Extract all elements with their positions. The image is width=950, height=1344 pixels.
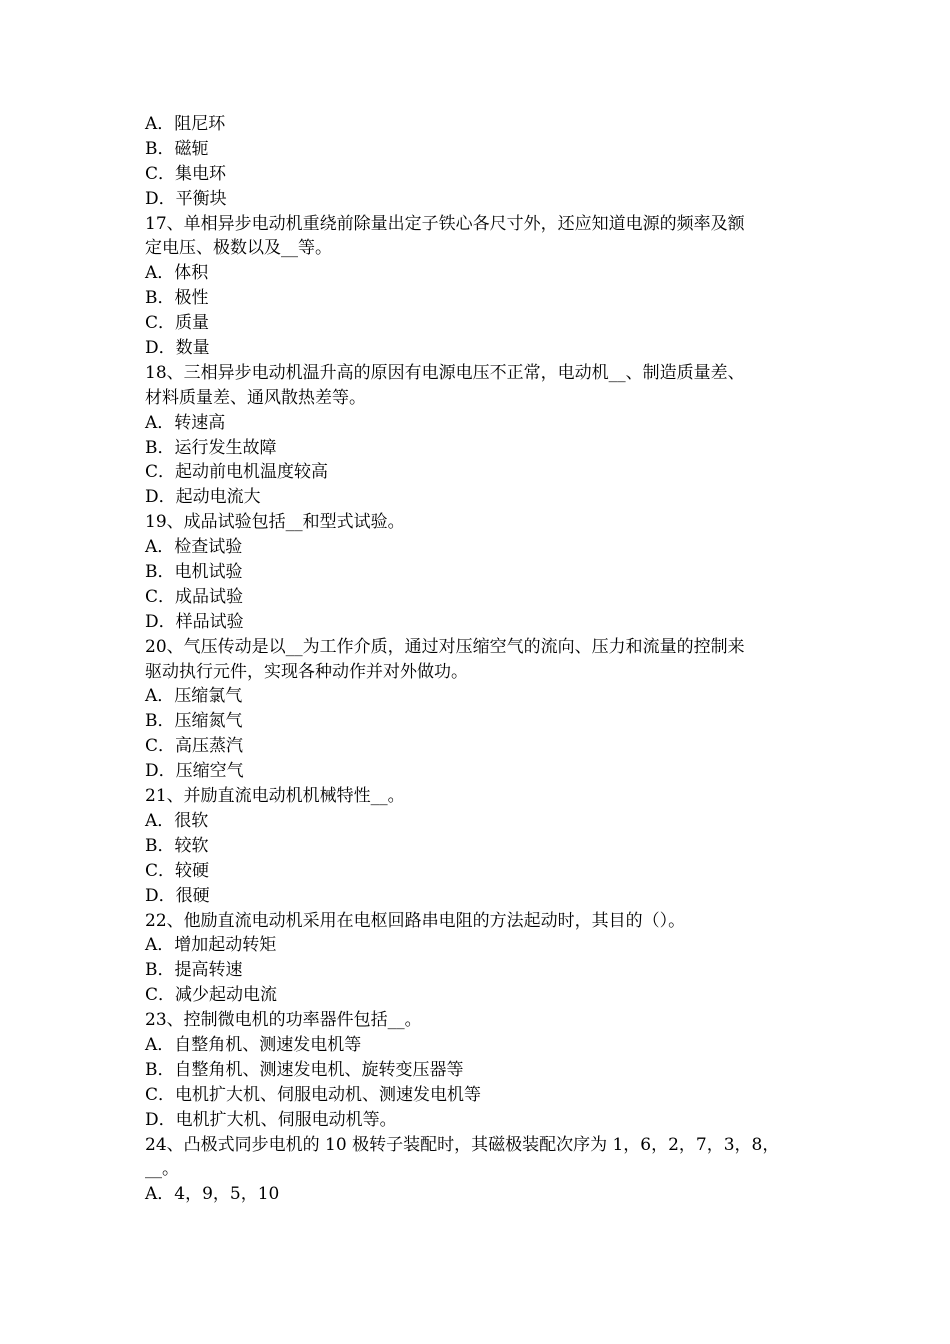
question-line: 23、控制微电机的功率器件包括__。 — [145, 1010, 422, 1031]
text-line: B．电机试验 — [145, 562, 243, 583]
text-line: B．自整角机、测速发电机、旋转变压器等 — [145, 1059, 464, 1080]
text-line: A．体积 — [145, 263, 209, 284]
question-line: 18、三相异步电动机温升高的原因有电源电压不正常，电动机__、制造质量差、 — [145, 362, 745, 383]
text-line: D．样品试验 — [145, 611, 244, 632]
text-line: D．平衡块 — [145, 188, 227, 209]
text-line: A．检查试验 — [145, 537, 243, 558]
question-line: 驱动执行元件，实现各种动作并对外做功。 — [145, 661, 468, 682]
text-line: A．很软 — [145, 810, 209, 831]
document-body — [145, 112, 815, 1207]
question-line: 定电压、极数以及__等。 — [145, 238, 332, 259]
question-line: 材料质量差、通风散热差等。 — [145, 387, 366, 408]
text-line: C．电机扩大机、伺服电动机、测速发电机等 — [145, 1084, 482, 1105]
text-line: D．起动电流大 — [145, 487, 261, 508]
text-line: B．压缩氮气 — [145, 711, 243, 732]
text-line: C．质量 — [145, 313, 210, 334]
question-line: 17、单相异步电动机重绕前除量出定子铁心各尺寸外，还应知道电源的频率及额 — [145, 213, 745, 234]
text-line: A．压缩氯气 — [145, 686, 243, 707]
text-line: D．电机扩大机、伺服电动机等。 — [145, 1109, 397, 1130]
text-line: A．阻尼环 — [145, 114, 226, 134]
text-line: B．磁轭 — [145, 138, 209, 159]
question-line: 21、并励直流电动机机械特性__。 — [145, 786, 405, 807]
text-line: B．运行发生故障 — [145, 437, 277, 458]
text-line: A．增加起动转矩 — [145, 935, 277, 956]
question-line: 24、凸极式同步电机的 10 极转子装配时，其磁极装配次序为 1，6，2，7，3，8， — [145, 1134, 780, 1155]
text-line: D．数量 — [145, 338, 210, 359]
text-line: C．起动前电机温度较高 — [145, 462, 329, 483]
text-line: A．转速高 — [145, 412, 226, 433]
text-line: D．压缩空气 — [145, 761, 244, 782]
text-line: C．成品试验 — [145, 586, 244, 607]
text-line: C．较硬 — [145, 860, 210, 881]
text-line: C．集电环 — [145, 163, 227, 184]
text-line: B．提高转速 — [145, 960, 243, 981]
question-line: 22、他励直流电动机采用在电枢回路串电阻的方法起动时，其目的（）。 — [145, 910, 686, 931]
text-line: C．减少起动电流 — [145, 985, 278, 1006]
text-line: B．较软 — [145, 835, 209, 856]
question-line: __。 — [145, 1159, 179, 1180]
question-line: 20、气压传动是以__为工作介质，通过对压缩空气的流向、压力和流量的控制来 — [145, 636, 745, 657]
text-line: C．高压蒸汽 — [145, 736, 244, 757]
question-line: 19、成品试验包括__和型式试验。 — [145, 512, 405, 533]
text-line: A．自整角机、测速发电机等 — [145, 1034, 362, 1055]
text-line: A．4，9，5，10 — [145, 1184, 280, 1205]
text-line: D．很硬 — [145, 885, 210, 906]
text-line: B．极性 — [145, 288, 209, 309]
